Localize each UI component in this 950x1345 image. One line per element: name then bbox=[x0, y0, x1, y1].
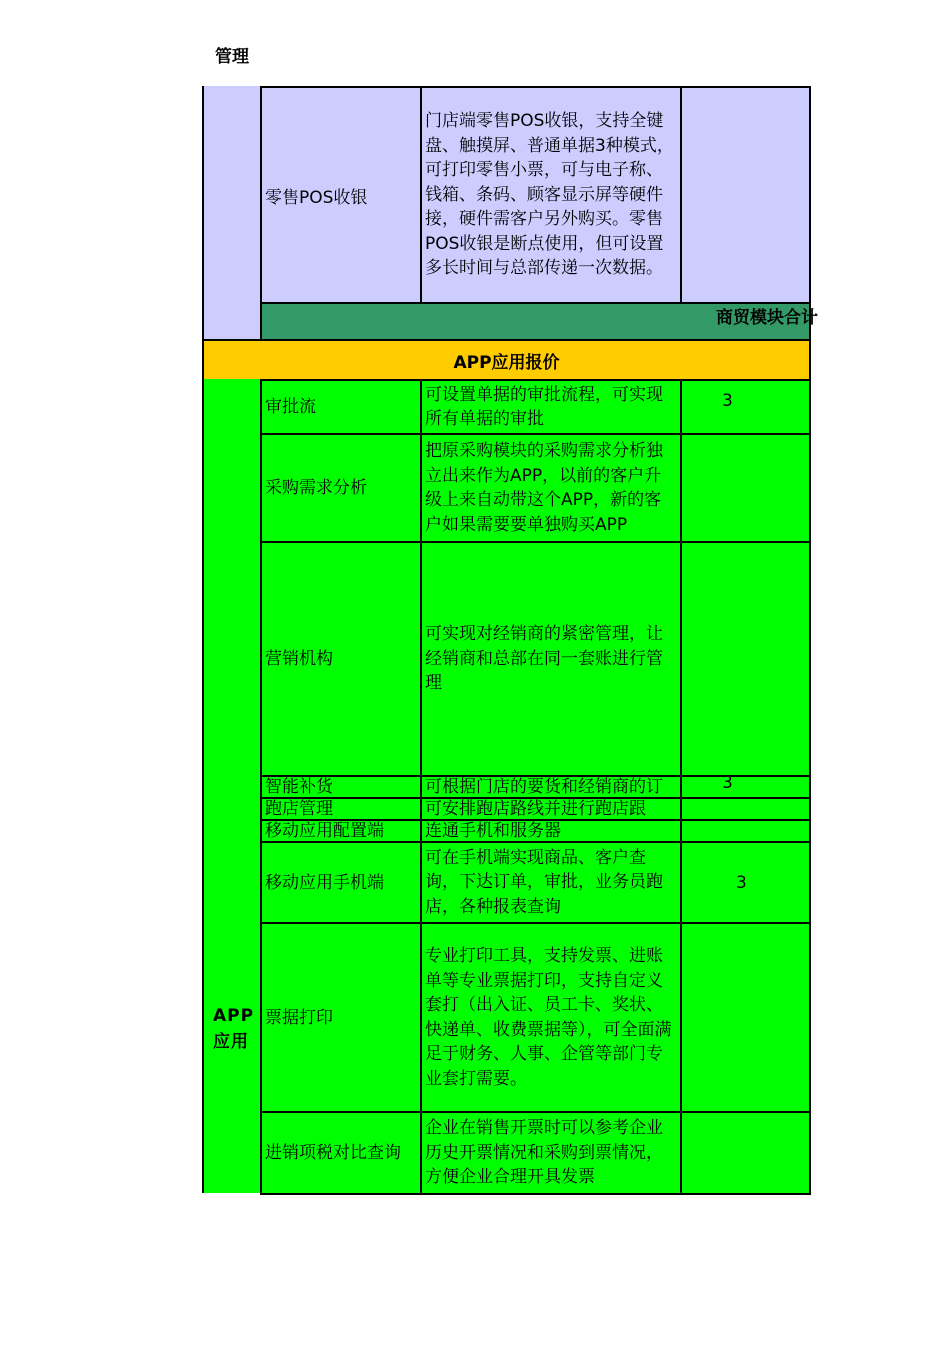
app-row-value bbox=[680, 797, 811, 821]
subtotal-label: 商贸模块合计 bbox=[716, 308, 818, 328]
app-section-header-text: APP应用报价 bbox=[453, 352, 560, 373]
app-row-value-text: 3 bbox=[722, 391, 733, 411]
app-row-name: 移动应用手机端 bbox=[260, 841, 422, 924]
app-row-desc bbox=[420, 819, 682, 843]
app-row-name: 智能补货 bbox=[260, 775, 422, 799]
app-row-value bbox=[680, 433, 811, 543]
item-desc-pos-text: 门店端零售POS收银，支持全键盘、触摸屏、普通单据3种模式，可打印零售小票，可与电子称、钱箱、条码、顾客显示屏等硬件接，硬件需客户另外购买。零售POS收银是断点使用，但可设置多长时间与总部传递一次数据。 bbox=[425, 111, 674, 279]
app-row-name: 营销机构 bbox=[260, 541, 422, 777]
app-row-desc-text: 把原采购模块的采购需求分析独立出来作为APP，以前的客户升级上来自动带这个APP，新的客户如果需要要单独购买APP bbox=[425, 441, 663, 535]
app-row-value bbox=[680, 775, 811, 799]
app-row-desc bbox=[420, 797, 682, 821]
app-row-desc-text: 企业在销售开票时可以参考企业历史开票情况和采购到票情况，方便企业合理开具发票 bbox=[425, 1118, 663, 1188]
app-row-name: 进销项税对比查询 bbox=[260, 1111, 422, 1195]
category-cell-top bbox=[202, 86, 262, 339]
app-category-cell bbox=[202, 379, 262, 1193]
app-category-label: APP应用 bbox=[213, 1006, 255, 1052]
app-row-desc-text: 专业打印工具，支持发票、进账单等专业票据打印，支持自定义套打（出入证、员工卡、奖状、快递单、收费票据等），可全面满足于财务、人事、企管等部门专业套打需要。 bbox=[425, 946, 672, 1089]
app-row-desc-text: 可在手机端实现商品、客户查询，下达订单，审批，业务员跑店，各种报表查询 bbox=[425, 847, 663, 917]
app-row-desc bbox=[420, 541, 682, 777]
app-row-name: 采购需求分析 bbox=[260, 433, 422, 543]
app-row-value-text: 3 bbox=[722, 773, 733, 793]
app-row-desc-text: 可实现对经销商的紧密管理，让经销商和总部在同一套账进行管理 bbox=[425, 624, 663, 694]
app-row-desc bbox=[420, 841, 682, 924]
app-row-desc-text: 可安排跑店路线并进行跑店跟 bbox=[425, 799, 646, 819]
app-row-name: 审批流 bbox=[260, 379, 422, 435]
item-desc-pos bbox=[420, 86, 682, 304]
app-row-desc bbox=[420, 433, 682, 543]
app-row-desc bbox=[420, 922, 682, 1113]
app-row-value bbox=[680, 379, 811, 435]
app-row-desc-text: 可设置单据的审批流程，可实现所有单据的审批 bbox=[425, 384, 663, 429]
app-row-value bbox=[680, 1111, 811, 1195]
app-row-desc bbox=[420, 775, 682, 799]
app-row-desc-text: 连通手机和服务器 bbox=[425, 821, 561, 841]
app-row-value bbox=[680, 819, 811, 843]
app-row-name: 移动应用配置端 bbox=[260, 819, 422, 843]
item-name-pos: 零售POS收银 bbox=[260, 86, 422, 304]
app-section-header bbox=[202, 339, 811, 381]
app-row-value bbox=[680, 841, 811, 924]
app-row-name: 票据打印 bbox=[260, 922, 422, 1113]
app-row-value bbox=[680, 541, 811, 777]
app-row-desc bbox=[420, 1111, 682, 1195]
app-row-desc bbox=[420, 379, 682, 435]
app-row-value bbox=[680, 922, 811, 1113]
app-row-value-text: 3 bbox=[736, 872, 747, 893]
app-row-name: 跑店管理 bbox=[260, 797, 422, 821]
item-value-pos bbox=[680, 86, 811, 304]
app-row-desc-text: 可根据门店的要货和经销商的订 bbox=[425, 777, 663, 797]
page-heading: 管理 bbox=[215, 47, 249, 67]
